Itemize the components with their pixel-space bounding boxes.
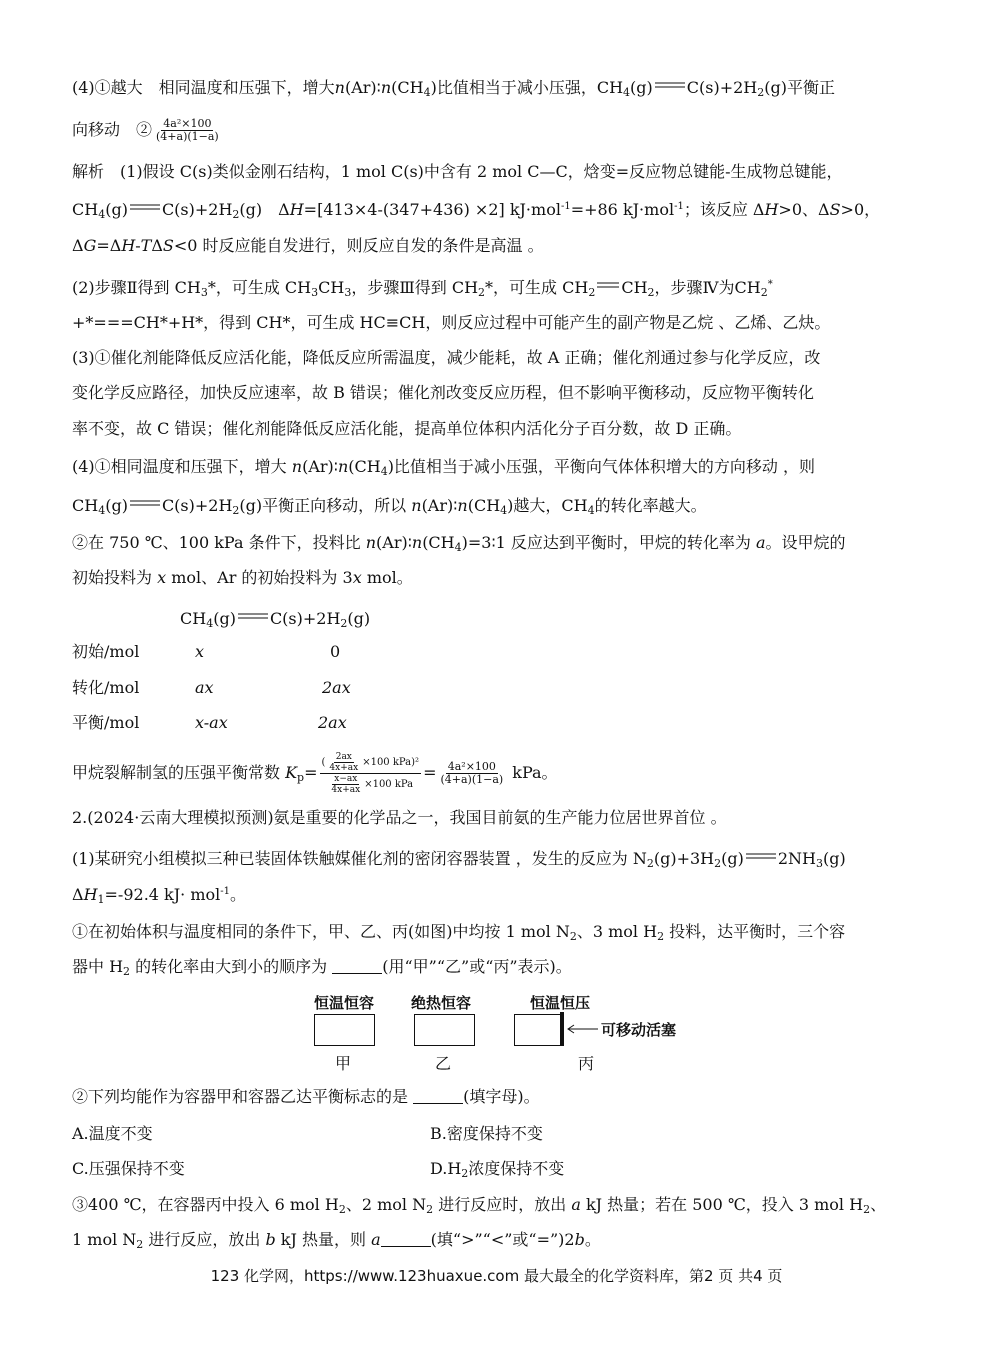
equilibrium-arrow-icon [655, 80, 685, 90]
analysis-line-2: $CH_4(g)$ $C(s)+2H_2(g)$ ΔH=[413×4-(347+436) ×2] kJ·mol$^{-1}$=+86 kJ·mol$^{-1}$；该反应 ΔH>0、ΔS>0， [72, 200, 881, 221]
question-2-1-line-1: (1)某研究小组模拟三种已装固体铁触媒催化剂的密闭容器装置 ，发生的反应为 $N_2(g)+3H_2(g)$ $2NH_3(g)$ [72, 849, 846, 870]
answer-blank[interactable] [413, 1087, 463, 1104]
answer-line-4-2: 向移动 ② $\frac{\text{4a²×100}}{(4+a)(1-a)}$ [72, 117, 219, 143]
analysis-line-7: 变化学反应路径，加快反应速率，故 B 错误；催化剂改变反应历程，但不影响平衡移动，反应物平衡转化 [72, 383, 814, 402]
analysis-line-12: 初始投料为 x mol、Ar 的初始投料为 3x mol。 [72, 568, 413, 587]
question-2-title: 2.(2024·云南大理模拟预测)氨是重要的化学品之一，我国目前氨的生产能力位居世界首位 。 [72, 808, 727, 827]
analysis-line-1: 解析 (1)假设 C(s)类似金刚石结构，1 mol C(s)中含有 2 mol C—C，焓变=反应物总键能-生成物总键能， [72, 162, 843, 181]
kp-fraction: ( $\frac{2ax}{4x+ax}$ ×100 kPa)² $\frac{x-ax}{4x+ax}$ ×100 kPa [321, 752, 420, 795]
question-2-1-1-line-1: ①在初始体积与温度相同的条件下，甲、乙、丙(如图)中均按 1 mol $N_2$、3 mol $H_2$ 投料，达平衡时，三个容 [72, 922, 846, 943]
question-2-1-line-2: $\Delta H_1=-92.4$ kJ· mol$^{-1}$。 [72, 885, 247, 906]
container-label-jia: 甲 [335, 1054, 352, 1073]
analysis-line-9: (4)①相同温度和压强下，增大 $n(Ar)∶n(CH_4)$比值相当于减小压强，平衡向气体体积增大的方向移动 ，则 [72, 457, 816, 478]
answer-blank[interactable] [332, 957, 382, 974]
kp-expression: 甲烷裂解制氢的压强平衡常数 $K_p=$ ( $\frac{2ax}{4x+ax}$ ×100 kPa)² $\frac{x-ax}{4x+ax}$ ×100 kPa = $\frac{\text{4a²×100}}{(4+a)(1-a)}$ kPa。 [72, 752, 558, 795]
option-b[interactable]: B.密度保持不变 [430, 1124, 543, 1143]
document-page: (4)①越大 相同温度和压强下，增大$n(Ar)∶n(CH_4)$比值相当于减小压强，$CH_4(g)$ $C(s)+2H_2(g)$平衡正 向移动 ② $\frac{\text{4a²×100}}{(4+a)(1-a)}$ 解析 (1)假设 C(s)类似金刚石结构，1 mol C(s)中含有 2 mol C—C，焓变=反应物总键能-生成物总键能， $CH_4(g)$ $C(s)+2H_2(g)$ ΔH=[413×4-(347+436) ×2] kJ·mol$^{-1}$=+86 kJ·mol$^{-1}$；该反应 ΔH>0、ΔS>0， ΔG=ΔH-TΔS<0 时反应能自发进行，则反应自发的条件是高温 。 (2)步骤Ⅱ得到 $CH_3*$，可生成 $CH_3CH_3$，步骤Ⅲ得到 $CH_2*$，可生成 $CH_2$ $CH_2$，步骤Ⅳ为$CH_2^*$ +*===CH*+H*，得到 CH*，可生成 HC≡CH，则反应过程中可能产生的副产物是乙烷 、乙烯、乙炔。 (3)①催化剂能降低反应活化能，降低反应所需温度，减少能耗，故 A 正确；催化剂通过参与化学反应，改 变化学反应路径，加快反应速率，故 B 错误；催化剂改变反应历程，但不影响平衡移动，反应物平衡转化 率不变，故 C 错误；催化剂能降低反应活化能，提高单位体积内活化分子百分数，故 D 正确。 (4)①相同温度和压强下，增大 $n(Ar)∶n(CH_4)$比值相当于减小压强，平衡向气体体积增大的方向移动 ，则 $CH_4(g)$ $C(s)+2H_2(g)$平衡正向移动，所以 $n(Ar)∶n(CH_4)$越大，$CH_4$的转化率越大。 ②在 750 ℃、100 kPa 条件下，投料比 $n(Ar)∶n(CH_4)=3∶1$ 反应达到平衡时，甲烷的转化率为 a。设甲烷的 初始投料为 x mol、Ar 的初始投料为 3x mol。 $CH_4(g)$ $C(s)+2H_2(g)$ 初始/mol x 0 转化/mol ax 2ax 平衡/mol x-ax 2ax 甲烷裂解制氢的压强平衡常数 $K_p=$ ( $\frac{2ax}{4x+ax}$ ×100 kPa)² $\frac{x-ax}{4x+ax}$ ×100 kPa = $\frac{\text{4a²×100}}{(4+a)(1-a)}$ kPa。 2.(2024·云南大理模拟预测)氨是重要的化学品之一，我国目前氨的生产能力位居世界首位 。 (1)某研究小组模拟三种已装固体铁触媒催化剂的密闭容器装置 ，发生的反应为 $N_2(g)+3H_2(g)$ $2NH_3(g)$ $\Delta H_1=-92.4$ kJ· mol$^{-1}$。 ①在初始体积与温度相同的条件下，甲、乙、丙(如图)中均按 1 mol $N_2$、3 mol $H_2$ 投料，达平衡时，三个容 器中 $H_2$ 的转化率由大到小的顺序为 (用“甲”“乙”或“丙”表示)。 恒温恒容 绝热恒容 恒温恒压 可移动活塞 甲 乙 丙 ②下列均能作为容器甲和容器乙达平衡标志的是 (填字母)。 A.温度不变 B.密度保持不变 C.压强保持不变 $D.H_2$浓度保持不变 ③400 ℃，在容器丙中投入 6 mol $H_2$、2 mol $N_2$ 进行反应时，放出 a kJ 热量；若在 500 ℃，投入 3 mol $H_2$、 1 mol $N_2$ 进行反应，放出 b kJ 热量，则 a (填“>”“<”或“=”)2b。 123 化学网，https://www.123huaxue.com 最大最全的化学资料库，第2 页 共4 页 [0, 0, 993, 1347]
analysis-line-8: 率不变，故 C 错误；催化剂能降低反应活化能，提高单位体积内活化分子百分数，故 D 正确。 [72, 419, 742, 438]
analysis-line-5: +*===CH*+H*，得到 CH*，可生成 HC≡CH，则反应过程中可能产生的副产物是乙烷 、乙烯、乙炔。 [72, 313, 831, 332]
analysis-line-10: $CH_4(g)$ $C(s)+2H_2(g)$平衡正向移动，所以 $n(Ar)∶n(CH_4)$越大，$CH_4$的转化率越大。 [72, 496, 707, 517]
three-stage-equation: $CH_4(g)$ $C(s)+2H_2(g)$ [180, 609, 371, 630]
page-footer: 123 化学网，https://www.123huaxue.com 最大最全的化学资料库，第2 页 共4 页 [210, 1267, 783, 1285]
answer-fraction: $\frac{\text{4a²×100}}{(4+a)(1-a)}$ [156, 117, 219, 143]
option-d[interactable]: $D.H_2$浓度保持不变 [430, 1159, 565, 1180]
double-bond-icon [597, 280, 619, 290]
container-label-yi: 乙 [435, 1054, 452, 1073]
container-box-jia [314, 1014, 375, 1046]
question-2-1-3-line-1: ③400 ℃，在容器丙中投入 6 mol $H_2$、2 mol $N_2$ 进行反应时，放出 a kJ 热量；若在 500 ℃，投入 3 mol $H_2$、 [72, 1195, 887, 1216]
answer-line-4-1: (4)①越大 相同温度和压强下，增大$n(Ar)∶n(CH_4)$比值相当于减小压强，$CH_4(g)$ $C(s)+2H_2(g)$平衡正 [72, 78, 835, 99]
question-2-1-1-line-2: 器中 $H_2$ 的转化率由大到小的顺序为 (用“甲”“乙”或“丙”表示)。 [72, 957, 572, 978]
container-box-bing [514, 1014, 564, 1046]
container-3-type: 恒温恒压 [530, 994, 591, 1012]
equilibrium-arrow-icon [130, 498, 160, 508]
container-label-bing: 丙 [578, 1054, 595, 1073]
analysis-line-11: ②在 750 ℃、100 kPa 条件下，投料比 $n(Ar)∶n(CH_4)=3∶1$ 反应达到平衡时，甲烷的转化率为 a。设甲烷的 [72, 533, 846, 554]
equilibrium-arrow-icon [238, 611, 268, 621]
question-2-1-3-line-2: 1 mol $N_2$ 进行反应，放出 b kJ 热量，则 a (填“>”“<”或“=”)2b。 [72, 1230, 601, 1251]
container-1-type: 恒温恒容 [314, 994, 375, 1012]
option-a[interactable]: A.温度不变 [72, 1124, 153, 1143]
equilibrium-arrow-icon [746, 851, 776, 861]
answer-blank[interactable] [381, 1230, 431, 1247]
analysis-line-6: (3)①催化剂能降低反应活化能，降低反应所需温度，减少能耗，故 A 正确；催化剂通过参与化学反应，改 [72, 348, 821, 367]
left-arrow-icon [566, 1024, 598, 1034]
piston-label: 可移动活塞 [601, 1021, 677, 1039]
question-2-1-2: ②下列均能作为容器甲和容器乙达平衡标志的是 (填字母)。 [72, 1087, 540, 1106]
option-c[interactable]: C.压强保持不变 [72, 1159, 185, 1178]
analysis-line-3: ΔG=ΔH-TΔS<0 时反应能自发进行，则反应自发的条件是高温 。 [72, 236, 544, 255]
analysis-line-4: (2)步骤Ⅱ得到 $CH_3*$，可生成 $CH_3CH_3$，步骤Ⅲ得到 $CH_2*$，可生成 $CH_2$ $CH_2$，步骤Ⅳ为$CH_2^*$ [72, 278, 773, 299]
container-box-yi [414, 1014, 475, 1046]
container-2-type: 绝热恒容 [411, 994, 472, 1012]
movable-piston [560, 1012, 564, 1046]
equilibrium-arrow-icon [130, 202, 160, 212]
